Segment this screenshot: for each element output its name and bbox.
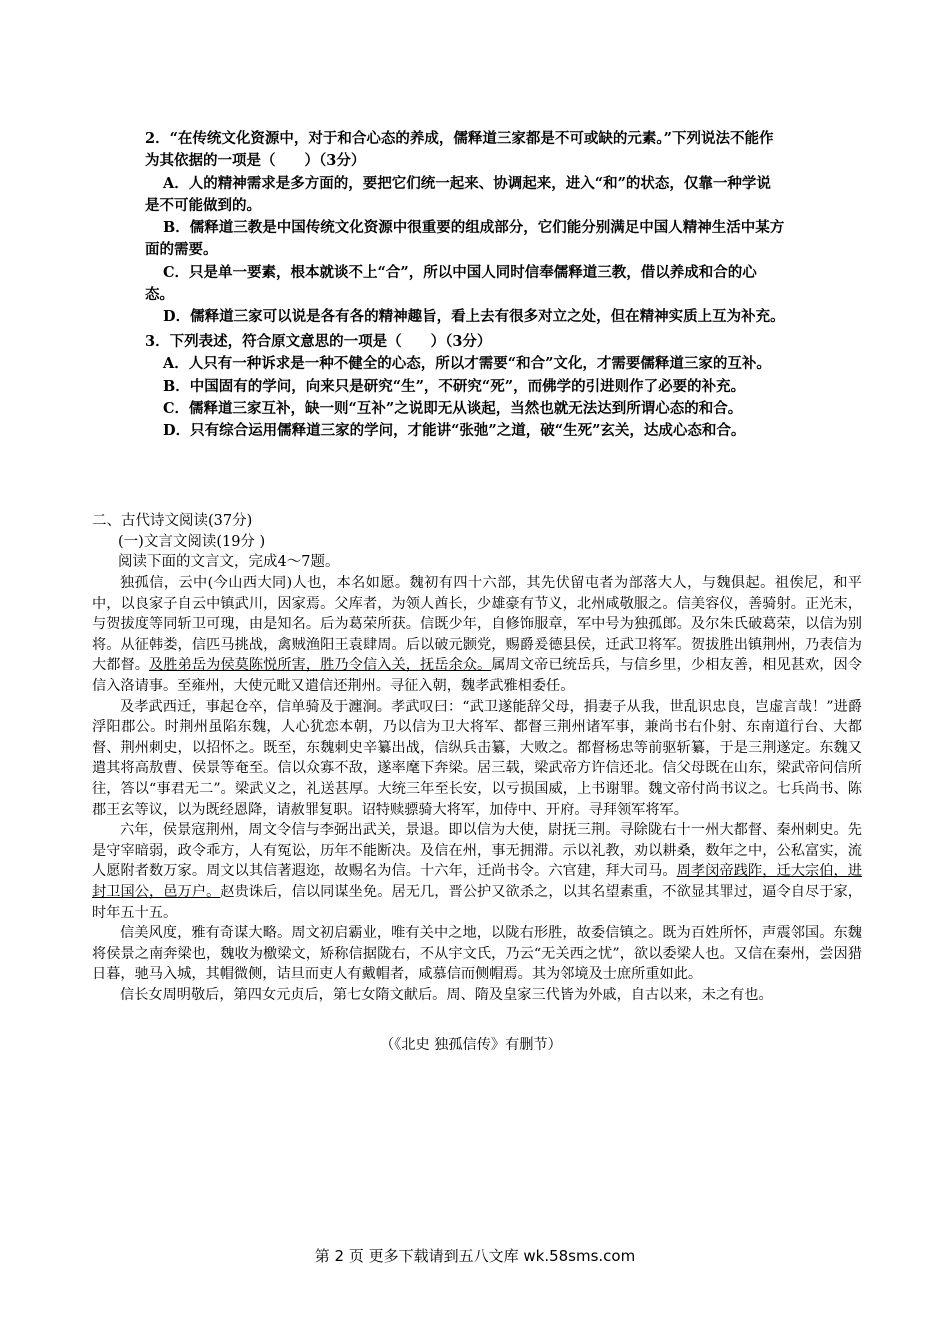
passage-text: 独孤信，云中(今山西大同)人也，本名如愿。魏初有四十六部，其先伏留屯者为部落大人，与魏俱起。祖俟尼，和平中，以良家子自云中镇武川，因家焉。父库者，为领人酋长，少雄豪有节义，北州咸敬服之。信美容仪，善骑射。正光末，与贺拔度等同斩卫可瑰，由是知名。后为葛荣所获。信既少年，自修饰服章，军中号为独孤郎。及尔朱氏破葛荣，以信为别将。从征韩娄，信匹马挑战，禽贼渔阳王袁肆周。后以破元颢党，赐爵爰德县侯，迁武卫将军。贺拔胜出镇荆州，乃表信为大都督。 xyxy=(92,575,862,674)
question-3-stem: 3．下列表述，符合原文意思的一项是（ ）（3分） xyxy=(145,333,492,350)
passage-paragraph-5: 信长女周明敬后，第四女元贞后，第七女隋文献后。周、隋及皇家三代皆为外戚，自古以来，未之有也。 xyxy=(120,986,773,1003)
question-3-option-a: A．人只有一种诉求是一种不健全的心态，所以才需要“和合”文化，才需要儒释道三家的互补。 xyxy=(163,355,771,373)
underlined-sentence-2: 周孝闵帝践阼，迁大宗伯，进封卫国公，邑万户。 xyxy=(92,863,862,900)
passage-paragraph-1 xyxy=(92,573,862,697)
passage-paragraph-4: 信美风度，雅有奇谋大略。周文初启霸业，唯有关中之地，以陇右形胜，故委信镇之。既为百姓所怀，声震邻国。东魏将侯景之南奔梁也，魏收为檄梁文，矫称信据陇右，不从宇文氏，乃云“无关西之忧”，欲以委梁人也。又信在秦州，尝因猎日暮，驰马入城，其帽微侧，诘旦而吏人有戴帽者，咸慕信而侧帽焉。其为邻境及士庶所重如此。 xyxy=(92,925,862,983)
question-3 xyxy=(145,331,785,442)
question-3-option-b: B．中国固有的学问，向来只是研究“生”，不研究“死”，而佛学的引进则作了必要的补充。 xyxy=(163,377,746,395)
question-2-option-d: D．儒释道三家可以说是各有各的精神趣旨，看上去有很多对立之处，但在精神实质上互为补充。 xyxy=(163,308,785,326)
underlined-sentence-1: 及胜弟岳为侯莫陈悦所害，胜乃令信入关，抚岳余众。 xyxy=(149,657,492,674)
passage-text: 六年，侯景寇荆州，周文令信与李弼出武关，景退。即以信为大使，尉抚三荆。寻除陇右十一州大都督、秦州刺史。先是守宰暗弱，政令乖方，人有冤讼，历年不能断决。及信在州，事无拥滞。示以礼教，劝以耕桑，数年之中，公私富实，流人愿附者数万家。周文以其信著遐迩，故赐名为信。十六年，迁尚书令。六官建，拜大司马。 xyxy=(92,822,862,880)
passage-text: 属周文帝已统岳兵，与信乡里，少相友善，相见甚欢，因令信入洛请事。至雍州，大使元毗又遣信还荆州。寻征入朝，魏孝武雅相委任。 xyxy=(92,657,862,694)
section-subtitle: (一)文言文阅读(19分 ) xyxy=(118,533,266,550)
section-header xyxy=(92,511,872,573)
question-2-stem: 2．“在传统文化资源中，对于和合心态的养成，儒释道三家都是不可或缺的元素。”下列说法不能作为其依据的一项是（ ）（3分） xyxy=(145,130,774,170)
page-footer: 第 2 页 更多下载请到五八文库 wk.58sms.com xyxy=(314,1247,636,1265)
passage-text: 赵贵诛后，信以同谋坐免。居无几，晋公护又欲杀之，以其名望素重，不欲显其罪过，逼令自尽于家，时年五十五。 xyxy=(92,883,862,921)
question-2-option-c: C．只是单一要素，根本就谈不上“合”，所以中国人同时信奉儒释道三教，借以养成和合的心态。 xyxy=(145,263,757,304)
question-2-option-b: B．儒释道三教是中国传统文化资源中很重要的组成部分，它们能分别满足中国人精神生活中某方面的需要。 xyxy=(145,219,785,259)
question-3-option-d: D．只有综合运用儒释道三家的学问，才能讲“张弛”之道，破“生死”玄关，达成心态和合。 xyxy=(163,422,746,440)
question-3-option-c: C．儒释道三家互补，缺一则“互补”之说即无从谈起，当然也就无法达到所谓心态的和合。 xyxy=(163,399,743,417)
section-instruction: 阅读下面的文言文，完成4～7题。 xyxy=(118,554,340,571)
question-2-option-a: A．人的精神需求是多方面的，要把它们统一起来、协调起来，进入“和”的状态，仅靠一种学说是不可能做到的。 xyxy=(145,174,771,214)
passage-source: （《北史 独孤信传》有删节） xyxy=(380,1037,562,1053)
passage-paragraph-2: 及孝武西迁，事起仓卒，信单骑及于瀍涧。孝武叹曰：“武卫遂能辞父母，捐妻子从我，世乱识忠良，岂虚言哉！”进爵浮阳郡公。时荆州虽陷东魏，人心犹恋本朝，乃以信为卫大将军、都督三荆州诸军事，兼尚书右仆射、东南道行台、大都督、荆州刺史，以招怀之。既至，东魏刺史辛纂出战，信纵兵击纂，大败之。都督杨忠等前驱斩纂，于是三荆遂定。东魏又遣其将高敖曹、侯景等奄至。信以众寡不敌，遂率麾下奔梁。居三载，梁武帝方许信还北。信父母既在山东，梁武帝问信所往，答以“事君无二”。梁武义之，礼送甚厚。大统三年至长安，以亏损国威，上书谢罪。魏文帝付尚书议之。七兵尚书、陈郡王玄等议，以为既经恩降，请赦罪复职。诏特赎骠骑大将军，加侍中、开府。寻拜领军将军。 xyxy=(92,698,862,818)
classical-passage xyxy=(92,573,862,1005)
question-2 xyxy=(145,128,785,329)
passage-paragraph-3 xyxy=(92,820,862,923)
section-title: 二、古代诗文阅读(37分) xyxy=(92,513,253,529)
